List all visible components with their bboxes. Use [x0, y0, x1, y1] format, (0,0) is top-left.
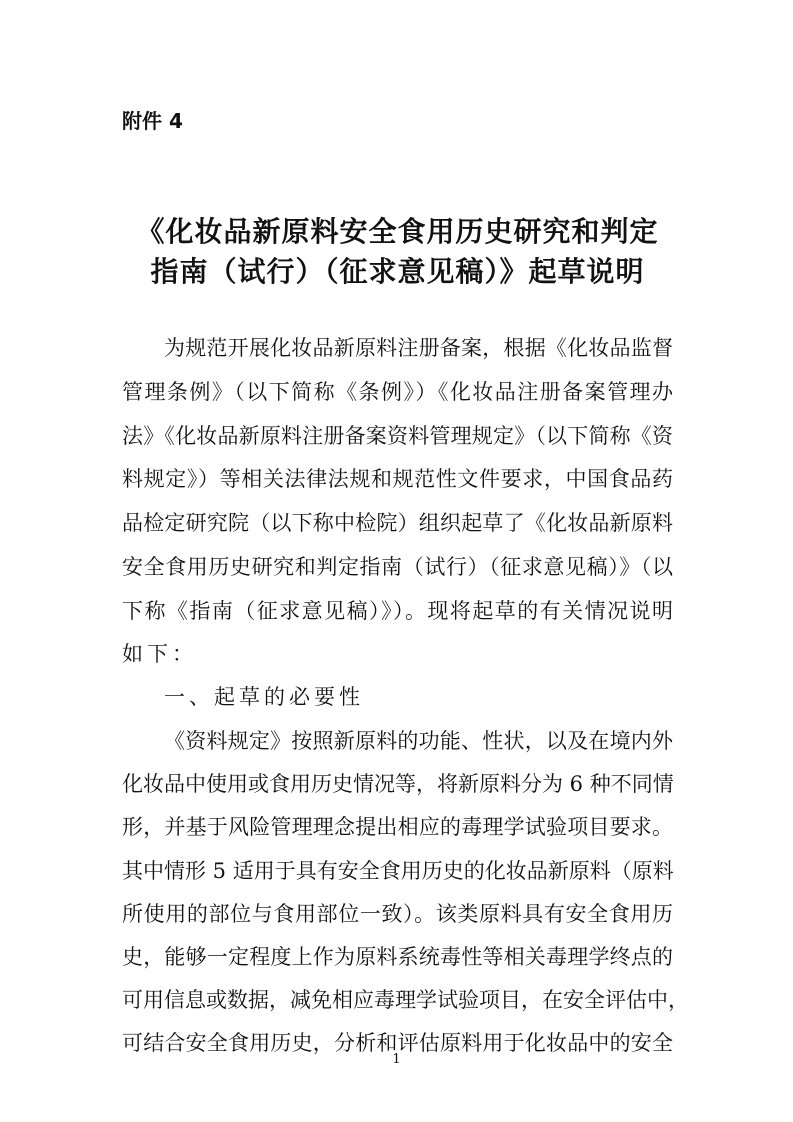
- section-heading: 一、起草的必要性: [164, 685, 364, 709]
- paragraph-line: 下称《指南（征求意见稿）》）。现将起草的有关情况说明: [122, 599, 673, 623]
- paragraph-line: 形，并基于风险管理理念提出相应的毒理学试验项目要求。: [122, 815, 673, 839]
- paragraph-line: 管理条例》（以下简称《条例》）《化妆品注册备案管理办: [122, 380, 673, 404]
- document-title-line-2: 指南（试行）（征求意见稿）》起草说明: [150, 255, 645, 288]
- paragraph-line: 品检定研究院（以下称中检院）组织起草了《化妆品新原料: [122, 511, 673, 535]
- attachment-label: 附件 4: [122, 109, 183, 133]
- paragraph-line: 为规范开展化妆品新原料注册备案，根据《化妆品监督: [164, 336, 673, 360]
- paragraph-line: 可结合安全食用历史，分析和评估原料用于化妆品中的安全: [122, 1031, 673, 1055]
- paragraph-line: 可用信息或数据，减免相应毒理学试验项目，在安全评估中，: [122, 988, 689, 1012]
- paragraph-line: 《资料规定》按照新原料的功能、性状，以及在境内外: [164, 729, 673, 753]
- paragraph-line: 如下：: [122, 642, 197, 666]
- paragraph-line: 所使用的部位与食用部位一致）。该类原料具有安全食用历: [122, 902, 673, 926]
- paragraph-line: 其中情形 5 适用于具有安全食用历史的化妆品新原料（原料: [122, 859, 674, 883]
- document-title-line-1: 《化妆品新原料安全食用历史研究和判定: [136, 215, 659, 248]
- paragraph-line: 化妆品中使用或食用历史情况等，将新原料分为 6 种不同情: [122, 772, 674, 796]
- paragraph-line: 法》《化妆品新原料注册备案资料管理规定》（以下简称《资: [122, 424, 673, 448]
- paragraph-line: 史，能够一定程度上作为原料系统毒性等相关毒理学终点的: [122, 945, 673, 969]
- page-number: 1: [392, 1052, 401, 1067]
- paragraph-line: 安全食用历史研究和判定指南（试行）（征求意见稿）》（以: [122, 555, 673, 579]
- paragraph-line: 料规定》）等相关法律法规和规范性文件要求，中国食品药: [122, 467, 673, 491]
